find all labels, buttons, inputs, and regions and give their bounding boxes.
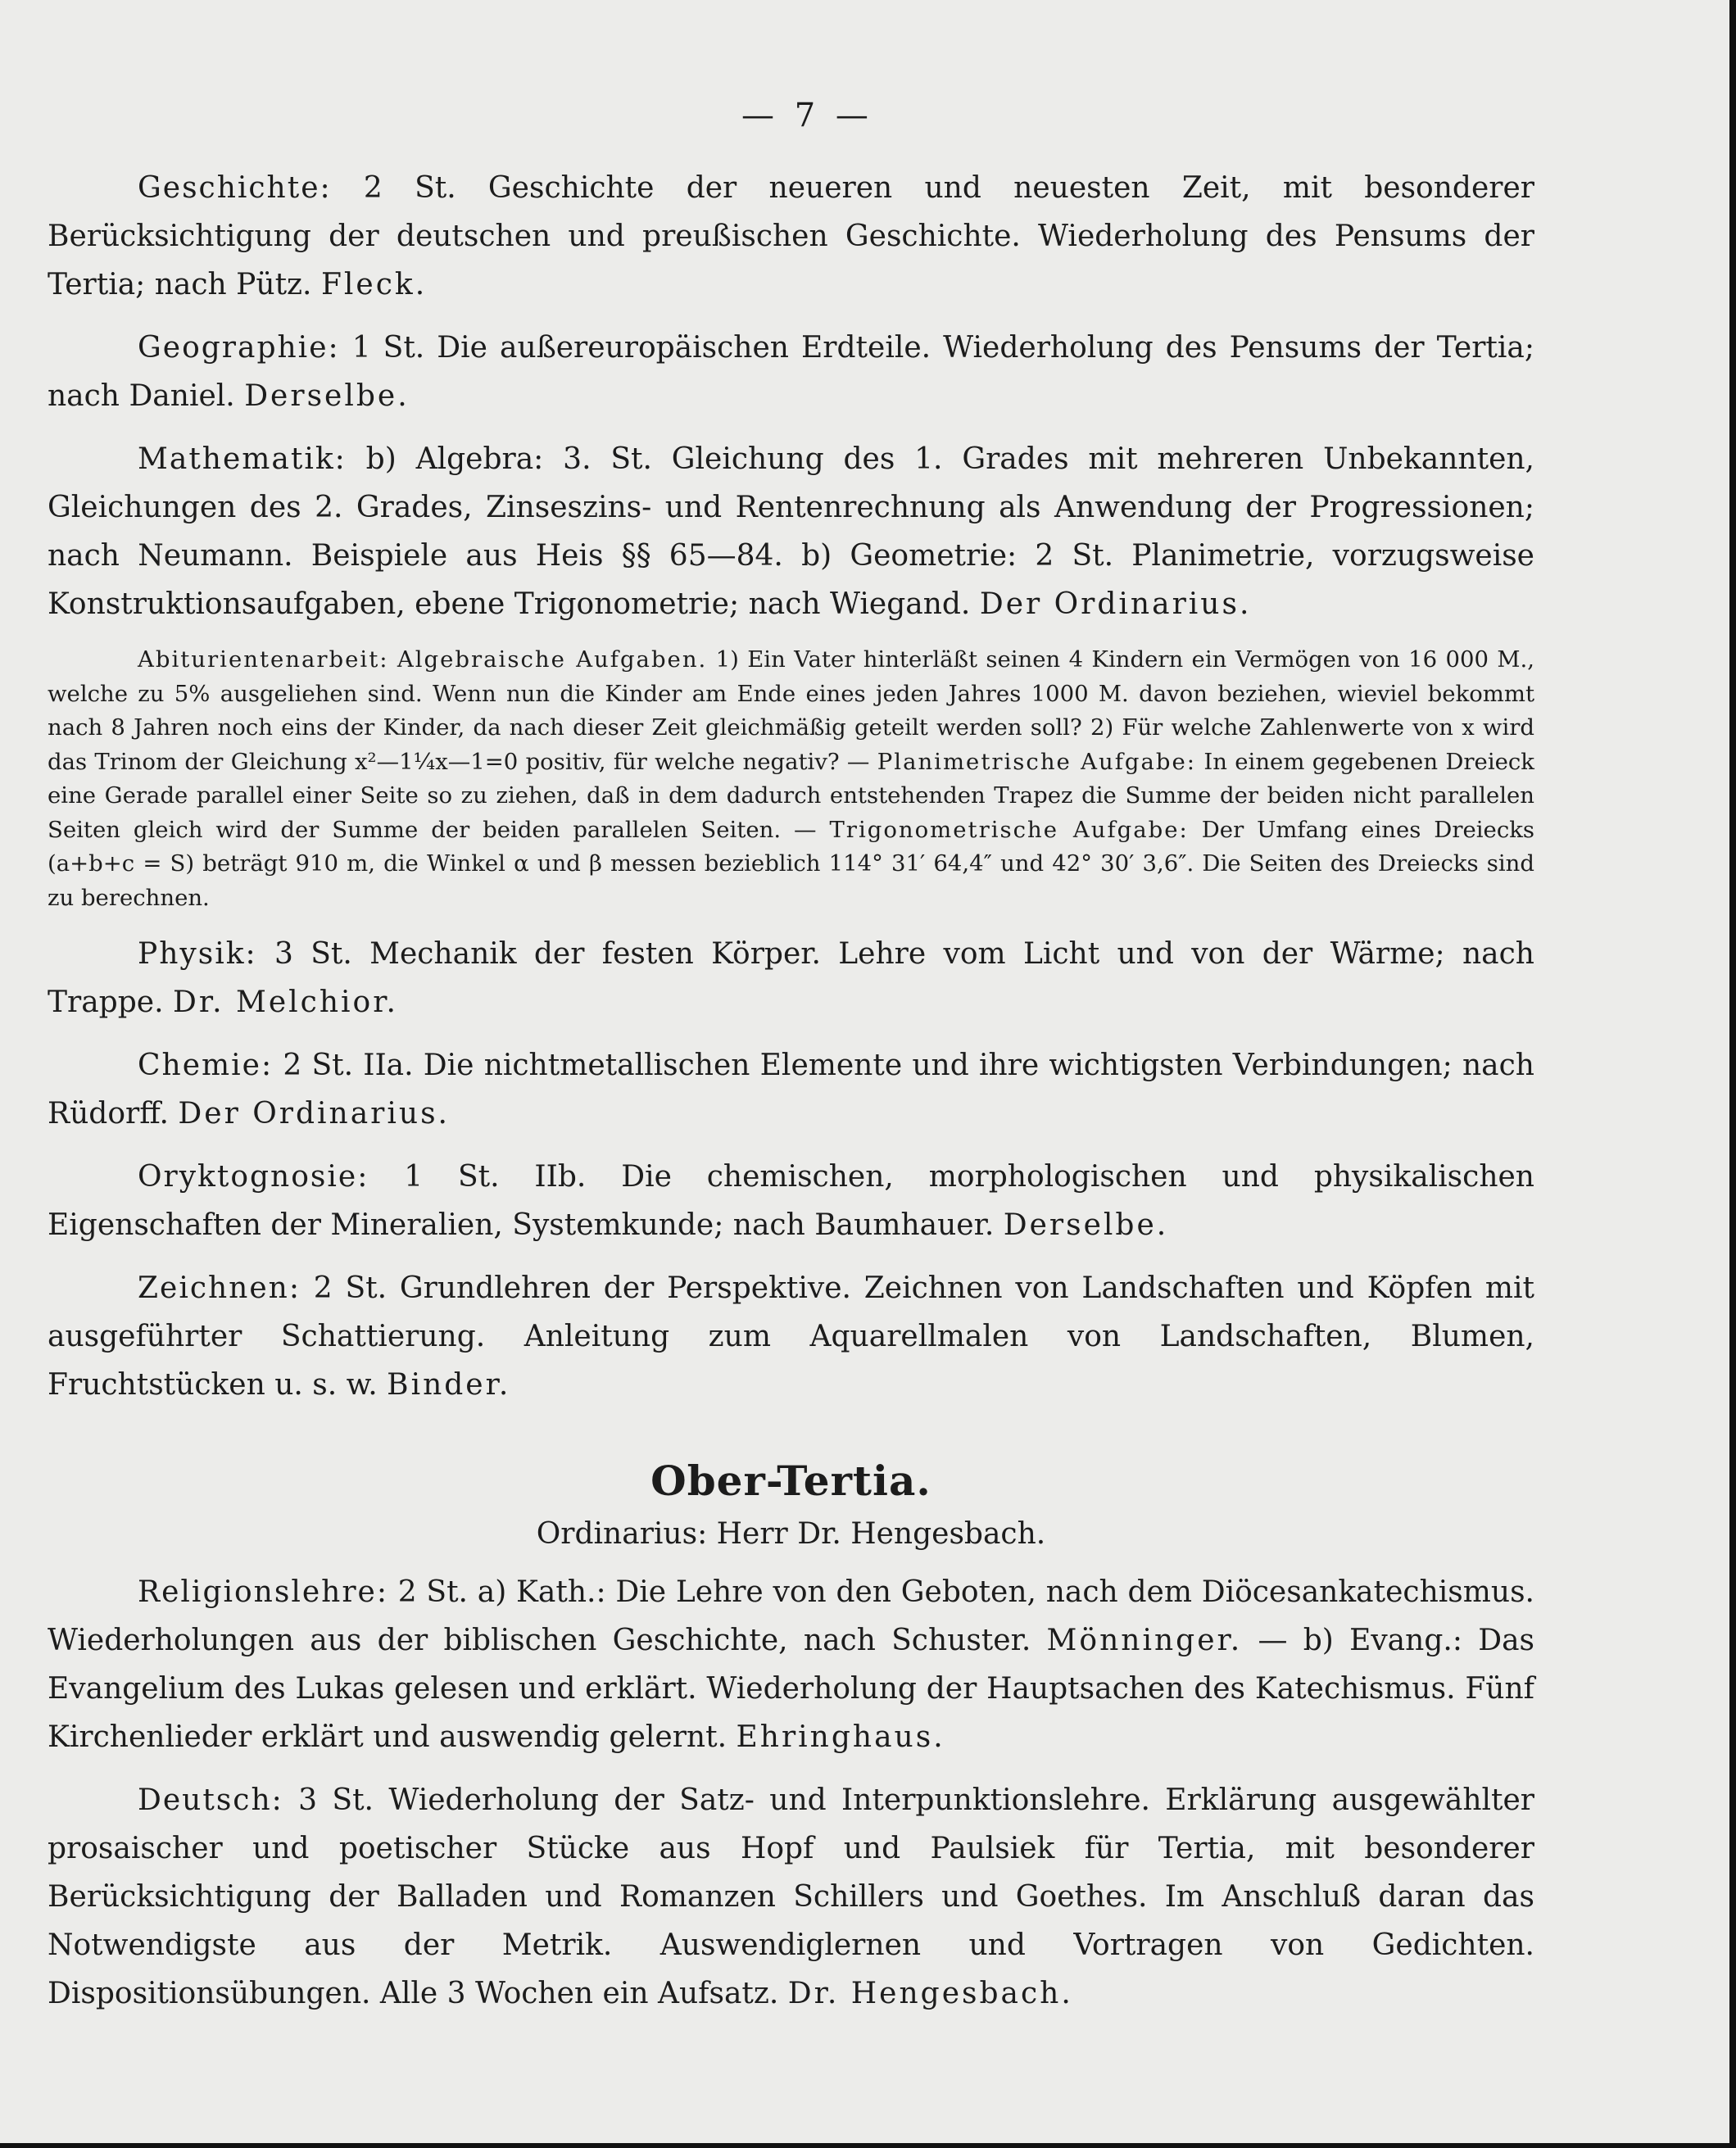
page-content [48,97,1534,2032]
section-heading: Ober-Tertia. [650,1457,931,1505]
paragraph-text: 3 St. Wiederholung der Satz- und Interpunktionslehre. Erklärung ausgewählter prosaischer und poetischer Stücke aus Hopf und Paulsiek für Tertia, mit besonderer Berücksichtigung der Balladen und Romanzen Schillers und Goethes. Im Anschluß daran das Notwendigste aus der Metrik. Auswendiglernen und Vortragen von Gedichten. Dispositionsübungen. Alle 3 Wochen ein Aufsatz. [48,1783,1534,2010]
subject-label: Abiturientenarbeit: [138,646,389,673]
teacher-name: Dr. Hengesbach. [787,1977,1073,2010]
paragraph-text: 2 St. Grundlehren der Perspektive. Zeichnen von Landschaften und Köpfen mit ausgeführter Schattierung. Anleitung zum Aquarellmalen von Landschaften, Blumen, Fruchtstücken u. s. w. [48,1271,1534,1402]
paragraph-text: In einem gegebenen Dreieck eine Gerade parallel einer Seite so zu ziehen, daß in dem dadurch entstehenden Trapez die Summe der beiden nicht parallelen Seiten gleich wird der Summe der beiden parallelen Seiten. — [48,748,1534,843]
subject-label: Geographie: [138,331,340,365]
teacher-name: Derselbe. [244,379,410,413]
ordinarius-line: Ordinarius: Herr Dr. Hengesbach. [536,1517,1046,1551]
subject-label: Deutsch: [138,1783,283,1817]
task-heading: Planimetrische Aufgabe: [877,748,1197,775]
paragraph-oryktognosie [48,1153,1534,1249]
paragraph-text: 1 St. IIb. Die chemischen, morphologischen und physikalischen Eigenschaften der Mineralien, Systemkunde; nach Baumhauer. [48,1160,1534,1242]
paragraph-deutsch [48,1776,1534,2018]
task-heading: Algebraische Aufgaben. [397,646,708,673]
subject-label: Oryktognosie: [138,1160,369,1194]
paragraph-text: 1) Ein Vater hinterläßt seinen 4 Kindern ein Vermögen von 16 000 M., welche zu 5% ausgeliehen sind. Wenn nun die Kinder am Ende eines jeden Jahres 1000 M. davon beziehen, wieviel bekommt nach 8 Jahren noch eins der Kinder, da nach dieser Zeit gleichmäßig geteilt werden soll? 2) Für welche Zahlenwerte von x wird das Trinom der Gleichung x²—1¹⁄₄x—1=0 positiv, für welche negativ? — [48,646,1534,775]
teacher-name: Der Ordinarius. [178,1097,450,1131]
subject-label: Geschichte: [138,171,332,205]
paragraph-text: Der Umfang eines Dreiecks (a+b+c = S) beträgt 910 m, die Winkel α und β messen bezieblich 114° 31′ 64,4″ und 42° 30′ 3,6″. Die Seiten des Dreiecks sind zu berechnen. [48,816,1534,911]
teacher-name: Der Ordinarius. [979,587,1252,621]
paragraph-geschichte [48,164,1534,309]
teacher-name: Derselbe. [1003,1208,1169,1242]
paragraph-zeichnen [48,1264,1534,1409]
teacher-name: Fleck. [320,268,428,301]
teacher-name: Dr. Melchior. [172,986,398,1019]
teacher-name: Binder. [387,1368,511,1402]
paragraph-geographie [48,324,1534,420]
subject-label: Physik: [138,937,257,971]
teacher-name: Mönninger. [1046,1624,1243,1657]
paragraph-text: 3 St. Mechanik der festen Körper. Lehre vom Licht und von der Wärme; nach Trappe. [48,937,1534,1019]
subject-label: Chemie: [138,1049,274,1082]
paragraph-text: — b) Evang.: Das Evangelium des Lukas gelesen und erklärt. Wiederholung der Hauptsachen des Katechismus. Fünf Kirchenlieder erklärt und auswendig gelernt. [48,1624,1535,1754]
paragraph-text: 2 St. Geschichte der neueren und neuesten Zeit, mit besonderer Berücksichtigung der deutschen und preußischen Geschichte. Wiederholung des Pensums der Tertia; nach Pütz. [48,171,1534,301]
teacher-name: Ehringhaus. [736,1720,945,1754]
paragraph-mathematik [48,435,1534,628]
subject-label: Mathematik: [138,442,347,476]
paragraph-text: 2 St. a) Kath.: Die Lehre von den Geboten, nach dem Diöcesankatechismus. Wiederholungen aus der biblischen Geschichte, nach Schuster. [48,1575,1534,1657]
paragraph-religion [48,1568,1534,1761]
subject-label: Religionslehre: [138,1575,388,1609]
paragraph-text: 2 St. IIa. Die nichtmetallischen Elemente und ihre wichtigsten Verbindungen; nach Rüdorff. [48,1049,1534,1131]
paragraph-text: 1 St. Die außereuropäischen Erdteile. Wiederholung des Pensums der Tertia; nach Daniel. [48,331,1534,413]
task-heading: Trigonometrische Aufgabe: [829,816,1189,843]
paragraph-abitur [48,643,1534,915]
page-number: — 7 — [741,97,873,134]
paragraph-physik [48,930,1534,1026]
paragraph-text: b) Algebra: 3. St. Gleichung des 1. Grades mit mehreren Unbekannten, Gleichungen des 2. Grades, Zinseszins- und Rentenrechnung als Anwendung der Progressionen; nach Neumann. Beispiele aus Heis §§ 65—84. b) Geometrie: 2 St. Planimetrie, vorzugsweise Konstruktionsaufgaben, ebene Trigonometrie; nach Wiegand. [48,442,1535,621]
subject-label: Zeichnen: [138,1271,301,1305]
paragraph-chemie [48,1041,1534,1138]
